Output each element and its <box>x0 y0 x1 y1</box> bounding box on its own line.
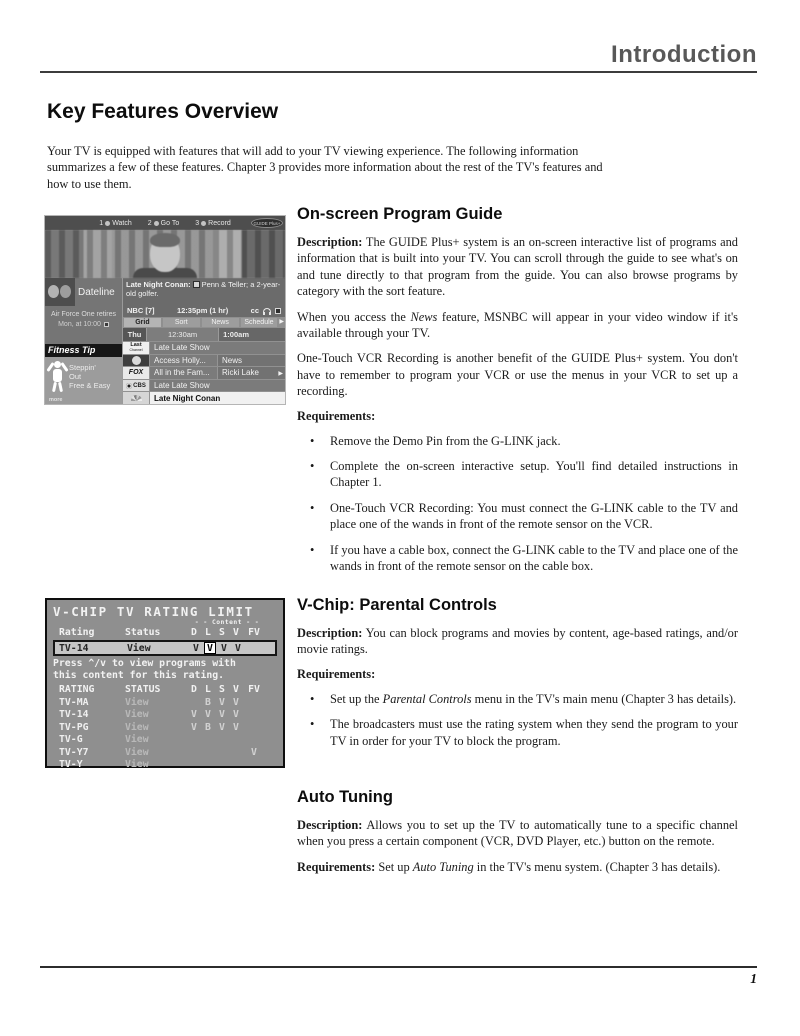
guide-action-bar <box>45 216 285 230</box>
rating-row: TV-Y7 View V <box>59 746 257 758</box>
selected-rating-row[interactable]: TV-14 View V V V V <box>53 640 277 656</box>
nbc-logo <box>123 392 149 404</box>
nbc-peacock-icon <box>131 395 142 401</box>
section-program-guide <box>297 205 738 584</box>
listing-row[interactable] <box>123 341 285 354</box>
tabs-more-arrow-icon[interactable] <box>279 318 284 327</box>
intro-paragraph: Your TV is equipped with features that will add to your TV viewing experience. The following information summarizes a few of these features. Chapter 3 provides more information about the rest of the TV's features and how to use them. <box>47 144 603 191</box>
vchip-help-text: Press ^/v to view programs with this content for this rating. <box>53 658 236 681</box>
listing-row[interactable] <box>123 366 285 379</box>
section-heading: V-Chip: Parental Controls <box>297 596 497 614</box>
host-face <box>150 235 180 272</box>
footer-rule <box>40 966 757 968</box>
timeslot-1: 12:30am <box>147 328 219 341</box>
fitness-tip-panel <box>45 344 122 404</box>
program-cell[interactable]: Access Holly... <box>149 355 217 367</box>
goto-key-icon <box>154 221 159 226</box>
vchip-screenshot <box>45 598 285 771</box>
guide-tab-bar <box>123 317 285 328</box>
guide-description: Description: The GUIDE Plus+ system is an on-screen interactive list of programs and information that is built into your TV. You can scroll through the guide to see what's on and tune directly to that program from the guide. You can also browse programs by category with the sort feature. <box>297 235 739 299</box>
record-key-number: 3 <box>195 219 200 227</box>
vchip-header-row: Rating Status D L S V FV <box>59 627 260 638</box>
vchip-screen-title: V-CHIP TV RATING LIMIT <box>53 604 254 619</box>
guide-time-bar <box>123 328 285 341</box>
last-channel-logo: Last Channel <box>123 342 149 354</box>
chapter-title: Introduction <box>611 41 757 68</box>
watch-label: Watch <box>112 219 132 227</box>
tab-news[interactable]: News <box>202 318 239 327</box>
watch-action <box>99 220 131 227</box>
cbs-eye-icon <box>126 383 132 389</box>
vchip-table-header: RATING STATUS D L S V FV <box>59 684 260 695</box>
more-link[interactable]: more <box>49 397 63 403</box>
section-heading: Auto Tuning <box>297 788 393 806</box>
tab-sort[interactable]: Sort <box>163 318 200 327</box>
guide-plus-logo: GUIDE Plus+ <box>251 218 283 228</box>
tab-grid[interactable]: Grid <box>124 318 161 327</box>
dateline-title: Dateline <box>78 287 115 298</box>
exercise-figure-icon <box>49 361 65 402</box>
rating-row: TV-14 View V V V V <box>59 709 239 721</box>
requirement-item: • One-Touch VCR Recording: You must connect the G-LINK cable to the TV and place one of the wands in front of the remote sensor on the VCR. <box>297 500 738 533</box>
vchip-description: Description: You can block programs and movies by content, age-based ratings, and/or movie ratings. <box>297 626 738 657</box>
closed-caption-icon: cc <box>250 306 259 315</box>
fitness-tip-title: Fitness Tip <box>45 344 122 357</box>
requirement-item: • Complete the on-screen interactive setup. You'll find detailed instructions in Chapter 1. <box>297 458 738 491</box>
program-detail <box>123 278 285 304</box>
section-vchip <box>297 596 738 758</box>
cbs-logo: CBS <box>123 380 149 392</box>
rating-row: TV-PG View V B V V <box>59 721 239 733</box>
listing-row[interactable] <box>123 379 285 392</box>
rating-row: TV-MA View B V V <box>59 696 239 708</box>
abc-logo <box>123 355 149 367</box>
fitness-tip-text: Steppin' Out Free & Easy <box>69 363 111 390</box>
program-info-bar <box>123 304 285 317</box>
program-guide-screenshot <box>45 216 285 404</box>
program-cell[interactable]: All in the Fam... <box>149 367 217 379</box>
section-auto-tuning <box>297 788 738 884</box>
stereo-icon <box>275 308 281 314</box>
auto-tuning-description: Description: Allows you to set up the TV to automatically tune to a specific channel when you press a certain component (VCR, DVD Player, etc.) button on the remote. <box>297 818 739 849</box>
record-action <box>195 220 230 227</box>
page-title: Key Features Overview <box>47 100 279 123</box>
record-label: Record <box>208 219 231 227</box>
goto-key-number: 2 <box>147 219 152 227</box>
more-programs-arrow-icon <box>278 368 285 377</box>
program-cell[interactable]: Late Late Show <box>149 380 285 392</box>
auto-tuning-requirements: Requirements: Set up Auto Tuning in the TV's menu system. (Chapter 3 has details). <box>297 859 721 874</box>
guide-listings <box>123 341 285 404</box>
dateline-airtime: Mon, at 10:00 <box>45 321 122 328</box>
requirements-label: Requirements: <box>297 408 376 423</box>
dateline-promo-panel <box>45 278 122 344</box>
page-number: 1 <box>750 971 757 986</box>
watch-key-icon <box>105 221 110 226</box>
selected-content-flag[interactable]: V <box>204 642 216 654</box>
channel-label: NBC [7] <box>127 306 155 315</box>
header-rule <box>40 71 757 73</box>
guide-vcr-note: One-Touch VCR Recording is another benefit of the GUIDE Plus+ system. You don't have to remember to program your VCR or use the menus in your VCR to set up a recording. <box>297 351 738 399</box>
goto-action <box>148 220 179 227</box>
listing-row[interactable] <box>123 354 285 367</box>
fox-logo: FOX <box>123 367 149 379</box>
program-cell[interactable]: Late Late Show <box>149 342 285 354</box>
rating-row: TV-G View <box>59 734 149 746</box>
requirement-item: • Set up the Parental Controls menu in the TV's main menu (Chapter 3 has details). <box>297 691 738 707</box>
requirements-label: Requirements: <box>297 666 376 681</box>
rating-row: TV-Y View <box>59 759 149 771</box>
section-heading: On-screen Program Guide <box>297 205 503 223</box>
sap-audio-icon <box>263 308 271 313</box>
guide-news-note: When you access the News feature, MSNBC will appear in your video window if it's available through your TV. <box>297 309 739 341</box>
timeslot-2: 1:00am <box>219 328 285 341</box>
dateline-subtitle: Air Force One retires <box>51 311 116 318</box>
guide-requirements-list <box>297 433 738 575</box>
tab-schedule[interactable]: Schedule <box>241 318 278 327</box>
video-window-photo <box>45 230 285 278</box>
goto-label: Go To <box>160 219 180 227</box>
reminder-icon <box>104 322 109 327</box>
dateline-thumbnail <box>45 278 75 306</box>
airtime-label: 12:35pm (1 hr) <box>176 306 229 315</box>
listing-row-selected[interactable] <box>123 391 285 404</box>
content-columns-label: - - Content - - <box>194 619 260 626</box>
program-rating-icon <box>193 281 200 288</box>
requirement-item: • The broadcasters must use the rating system when they send the program to your TV in order for your TV to block the program. <box>297 716 738 749</box>
record-key-icon <box>201 221 206 226</box>
watch-key-number: 1 <box>99 219 104 227</box>
requirement-item: • Remove the Demo Pin from the G-LINK jack. <box>297 433 738 449</box>
program-cell[interactable]: Late Night Conan <box>149 392 285 404</box>
program-description: Penn & Teller; a 2-year-old golfer. <box>126 280 281 298</box>
day-label: Thu <box>123 328 147 341</box>
requirement-item: • If you have a cable box, connect the G-LINK cable to the TV and place one of the wands in front of the remote sensor on the cable box. <box>297 542 738 575</box>
program-title: Late Night Conan: <box>126 280 191 289</box>
program-cell[interactable]: Ricki Lake ▶ <box>217 367 285 379</box>
program-cell[interactable]: News <box>217 355 285 367</box>
vchip-requirements-list <box>297 691 738 749</box>
